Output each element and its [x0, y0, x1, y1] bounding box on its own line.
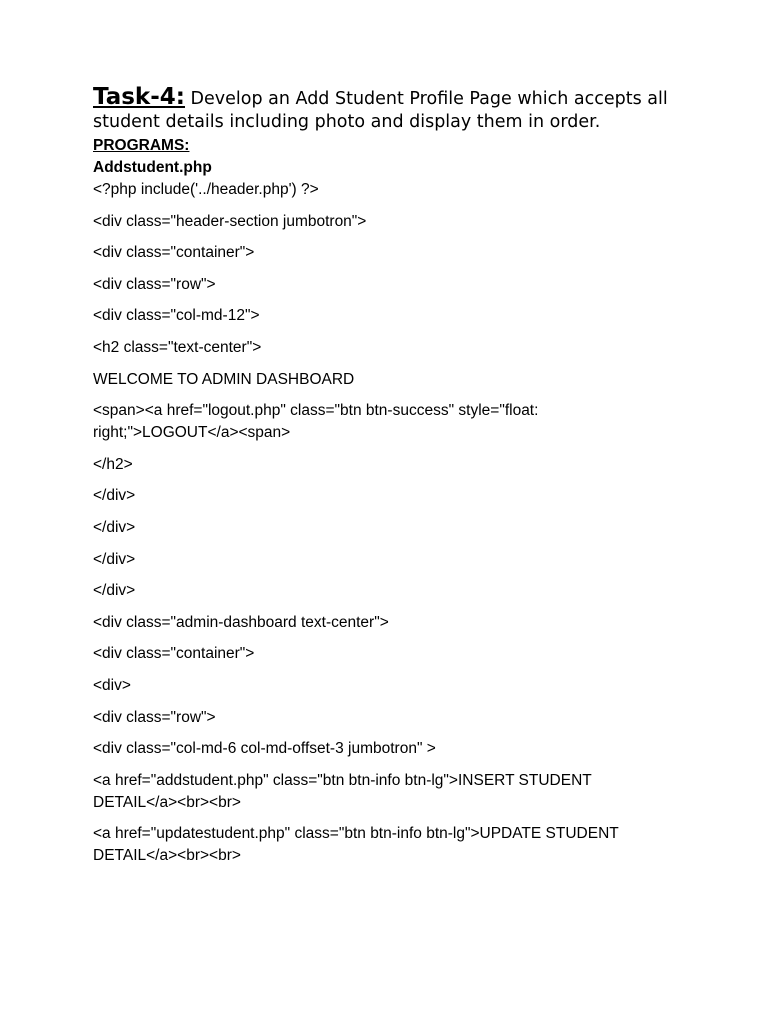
code-line: </div>: [93, 518, 136, 536]
code-line: </div>: [93, 487, 136, 505]
document-page: [93, 86, 673, 877]
code-line: <div>: [93, 676, 131, 694]
code-listing: [93, 179, 673, 867]
task-heading: [93, 86, 673, 134]
code-line: <div class="header-section jumbotron">: [93, 212, 367, 230]
file-label: Addstudent.php: [93, 159, 212, 176]
code-line: <?php include('../header.php') ?>: [93, 181, 319, 198]
task-description: Develop an Add Student Profile Page which accepts all student details including photo and display them in order.: [93, 89, 668, 132]
code-line: WELCOME TO ADMIN DASHBOARD: [93, 370, 355, 388]
code-line: <h2 class="text-center">: [93, 338, 262, 356]
code-line: <div class="col-md-12">: [93, 307, 260, 325]
code-line: <a href="updatestudent.php" class="btn btn-info btn-lg">UPDATE STUDENT DETAIL</a><br><br>: [93, 825, 623, 865]
section-label: PROGRAMS:: [93, 137, 190, 154]
code-line: </h2>: [93, 455, 133, 473]
code-line: <span><a href="logout.php" class="btn btn-success" style="float: right;">LOGOUT</a><span>: [93, 402, 543, 442]
code-line: <a href="addstudent.php" class="btn btn-info btn-lg">INSERT STUDENT DETAIL</a><br><br>: [93, 771, 596, 811]
code-line: <div class="col-md-6 col-md-offset-3 jumbotron" >: [93, 740, 436, 758]
code-line: <div class="container">: [93, 244, 255, 262]
code-line: <div class="admin-dashboard text-center">: [93, 613, 389, 631]
code-line: <div class="container">: [93, 645, 255, 663]
code-line: <div class="row">: [93, 708, 216, 726]
code-line: <div class="row">: [93, 275, 216, 293]
task-label: Task-4:: [93, 84, 185, 110]
code-line: </div>: [93, 550, 136, 568]
code-line: </div>: [93, 582, 136, 600]
